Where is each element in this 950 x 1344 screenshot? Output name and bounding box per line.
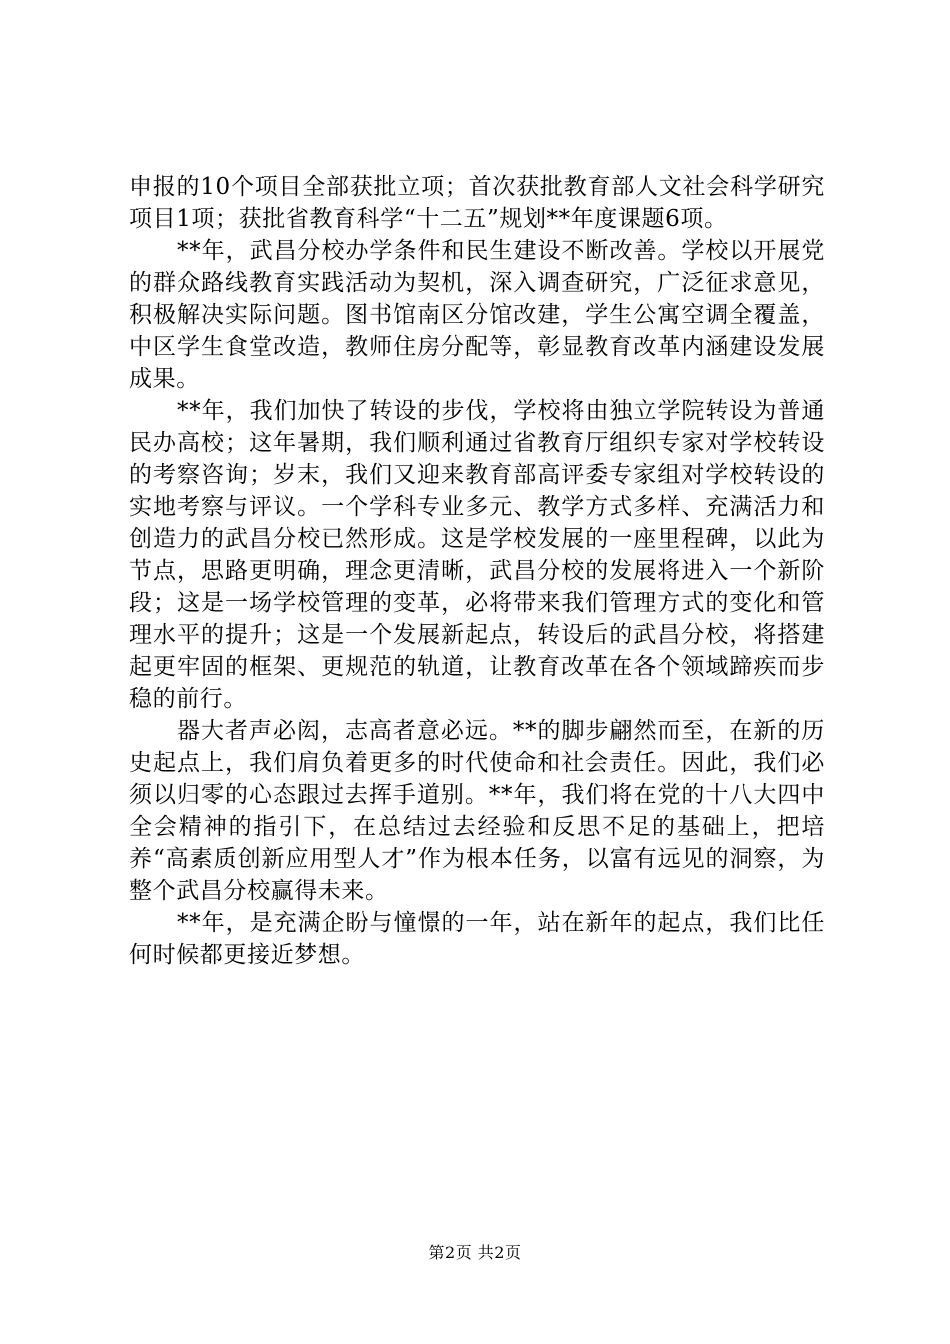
paragraph-closing: **年，是充满企盼与憧憬的一年，站在新年的起点，我们比任何时候都更接近梦想。 — [129, 910, 825, 968]
paragraph-campus-improvement: **年，武昌分校办学条件和民生建设不断改善。学校以开展党的群众路线教育实践活动为契机，深入调查研究，广泛征求意见，积极解决实际问题。图书馆南区分馆改建，学生公寓空调全覆盖，中区学生食堂改造，教师住房分配等，彰显教育改革内涵建设发展成果。 — [129, 238, 825, 392]
paragraph-continuation: 申报的10个项目全部获批立项；首次获批教育部人文社会科学研究项目1项；获批省教育科学“十二五”规划**年度课题6项。 — [129, 174, 825, 232]
document-body — [129, 171, 825, 971]
paragraph-transition: **年，我们加快了转设的步伐，学校将由独立学院转设为普通民办高校；这年暑期，我们顺利通过省教育厅组织专家对学校转设的考察咨询；岁末，我们又迎来教育部高评委专家组对学校转设的实地考察与评议。一个学科专业多元、教学方式多样、充满活力和创造力的武昌分校已然形成。这是学校发展的一座里程碑，以此为节点，思路更明确，理念更清晰，武昌分校的发展将进入一个新阶段；这是一场学校管理的变革，必将带来我们管理方式的变化和管理水平的提升；这是一个发展新起点，转设后的武昌分校，将搭建起更牢固的框架、更规范的轨道，让教育改革在各个领域蹄疾而步稳的前行。 — [129, 398, 825, 712]
paragraph-future-outlook: 器大者声必闳，志高者意必远。**的脚步翩然而至，在新的历史起点上，我们肩负着更多的时代使命和社会责任。因此，我们必须以归零的心态跟过去挥手道别。**年，我们将在党的十八大四中全会精神的指引下，在总结过去经验和反思不足的基础上，把培养“高素质创新应用型人才”作为根本任务，以富有远见的洞察，为整个武昌分校赢得未来。 — [129, 718, 825, 904]
page-number-footer: 第2页 共2页 — [428, 1243, 522, 1262]
